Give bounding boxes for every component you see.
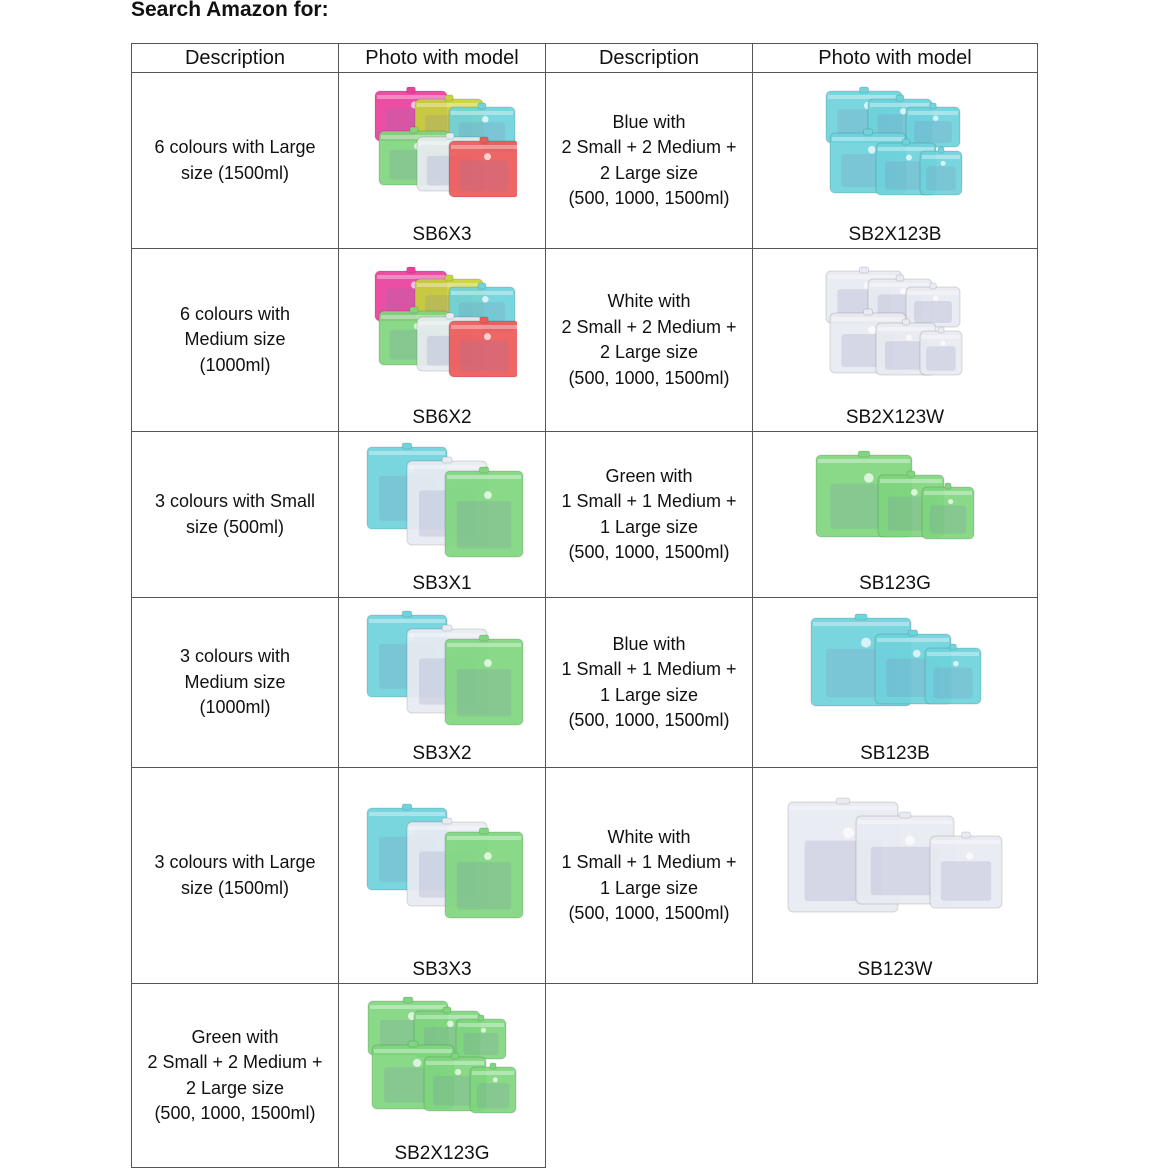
header-description-2: Description (546, 44, 753, 73)
photo-cell (339, 73, 546, 249)
description-cell (132, 984, 339, 1168)
description-line: 2 Small + 2 Medium + (561, 316, 737, 337)
product-code: SB123G (859, 573, 931, 594)
bag-illustration (367, 85, 517, 210)
description-cell (546, 73, 753, 249)
description-line: 2 Small + 2 Medium + (147, 1052, 323, 1072)
bag-shape (449, 317, 517, 377)
description-line: 1 Large size (599, 684, 699, 705)
description-line: 1 Large size (599, 877, 699, 898)
product-code: SB2X123W (845, 407, 945, 428)
photo-cell (753, 73, 1038, 249)
description-cell (546, 768, 753, 984)
bag-illustration (820, 85, 970, 210)
product-code: SB3X2 (412, 743, 472, 764)
description-line: 1 Small + 1 Medium + (561, 491, 737, 511)
description-line: (500, 1000, 1500ml) (568, 188, 730, 208)
description-line: (500, 1000, 1500ml) (568, 710, 730, 730)
description-line: size (1500ml) (180, 877, 290, 898)
bag-shape (922, 483, 974, 539)
product-photo (339, 984, 545, 1145)
photo-cell (753, 432, 1038, 598)
product-code: SB2X123B (848, 224, 942, 245)
product-photo (753, 73, 1037, 226)
product-code: SB6X2 (412, 407, 472, 428)
description-line: Medium size (184, 329, 286, 350)
description-line: 2 Large size (599, 342, 699, 362)
photo-cell (339, 984, 546, 1168)
description-line: 1 Small + 1 Medium + (561, 852, 737, 872)
photo-cell (339, 768, 546, 984)
photo-cell (753, 768, 1038, 984)
product-photo (339, 249, 545, 409)
page-heading: Search Amazon for: (131, 0, 329, 21)
description-line: 3 colours with Small (154, 491, 316, 511)
description-line: size (1500ml) (180, 162, 290, 183)
table-row (132, 73, 1038, 249)
description-line: Green with (605, 465, 693, 486)
description-line: (500, 1000, 1500ml) (154, 1103, 316, 1123)
bag-illustration (357, 607, 527, 732)
bag-shape (920, 327, 962, 375)
header-row (132, 44, 1038, 73)
description-line: 2 Large size (185, 1077, 285, 1098)
description-cell (132, 249, 339, 432)
description-line: (500, 1000, 1500ml) (568, 542, 730, 562)
description-line: 6 colours with Large (154, 137, 316, 157)
product-photo (753, 432, 1037, 575)
photo-cell (339, 598, 546, 768)
table-row (132, 432, 1038, 598)
product-code: SB6X3 (412, 224, 472, 245)
description-line: 1 Small + 1 Medium + (561, 659, 737, 679)
description-line: 6 colours with (179, 303, 291, 324)
product-photo (339, 432, 545, 575)
header-photo-1: Photo with model (339, 44, 546, 73)
header-photo-2: Photo with model (753, 44, 1038, 73)
product-code: SB123W (857, 959, 933, 980)
header-description-1: Description (132, 44, 339, 73)
bag-shape (906, 103, 960, 147)
description-cell (546, 598, 753, 768)
product-code: SB3X3 (412, 959, 472, 980)
product-code: SB123B (860, 743, 930, 764)
bag-shape (445, 635, 523, 725)
product-photo (753, 768, 1037, 961)
description-line: 3 colours with Large (154, 852, 316, 872)
table-row (132, 768, 1038, 984)
description-line: White with (607, 826, 691, 847)
bag-illustration (357, 800, 527, 925)
empty-cell (753, 984, 1038, 1168)
bag-illustration (367, 265, 517, 390)
product-photo (753, 249, 1037, 409)
description-line: (1000ml) (199, 697, 271, 718)
bag-shape (925, 644, 981, 704)
bag-illustration (780, 788, 1010, 938)
description-cell (132, 768, 339, 984)
description-line: Blue with (612, 633, 686, 654)
description-line: 3 colours with (179, 646, 291, 667)
product-code: SB2X123G (394, 1143, 490, 1164)
description-line: 2 Small + 2 Medium + (561, 137, 737, 157)
description-line: (1000ml) (199, 354, 271, 375)
description-line: 1 Large size (599, 516, 699, 537)
bag-shape (906, 283, 960, 327)
description-cell (546, 432, 753, 598)
photo-cell (339, 432, 546, 598)
bag-illustration (805, 612, 985, 727)
product-photo (339, 768, 545, 961)
photo-cell (753, 598, 1038, 768)
bag-shape (445, 828, 523, 918)
bag-illustration (810, 447, 980, 557)
bag-illustration (357, 439, 527, 564)
description-line: Medium size (184, 671, 286, 692)
product-code: SB3X1 (412, 573, 472, 594)
bag-shape (445, 467, 523, 557)
product-photo (339, 73, 545, 226)
description-line: Blue with (612, 111, 686, 132)
bag-shape (456, 1015, 506, 1059)
description-cell (546, 249, 753, 432)
table-row (132, 598, 1038, 768)
product-photo (339, 598, 545, 745)
bag-shape (930, 832, 1002, 908)
description-line: White with (607, 291, 691, 311)
photo-cell (339, 249, 546, 432)
description-cell (132, 73, 339, 249)
description-line: Green with (191, 1026, 279, 1047)
bag-shape (449, 137, 517, 197)
product-photo (753, 598, 1037, 745)
description-line: size (500ml) (185, 516, 285, 537)
bag-shape (470, 1063, 516, 1113)
photo-cell (753, 249, 1038, 432)
empty-cell (546, 984, 753, 1168)
bag-illustration (362, 995, 522, 1130)
description-cell (132, 598, 339, 768)
description-line: 2 Large size (599, 162, 699, 183)
table-row (132, 984, 1038, 1168)
description-cell (132, 432, 339, 598)
bag-shape (920, 147, 962, 195)
product-table (131, 43, 1038, 1168)
table-row (132, 249, 1038, 432)
description-line: (500, 1000, 1500ml) (568, 367, 730, 388)
bag-illustration (820, 265, 970, 390)
description-line: (500, 1000, 1500ml) (568, 903, 730, 923)
